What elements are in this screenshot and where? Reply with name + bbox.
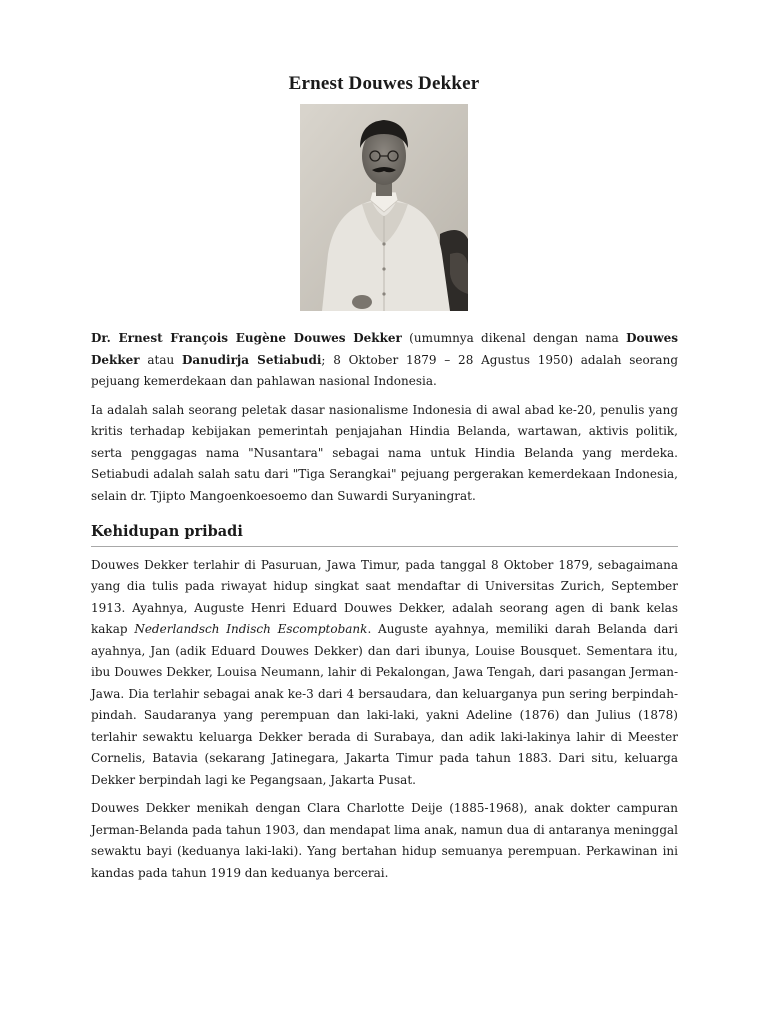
intro-paragraph bbox=[91, 328, 678, 393]
paragraph-2: Ia adalah salah seorang peletak dasar nasionalisme Indonesia di awal abad ke-20, penulis yang kritis terhadap kebijakan pemerintah penjajahan Hindia Belanda, wartawan, aktivis politik, serta penggagas nama "Nusantara" sebagai nama untuk Hindia Belanda yang merdeka. Setiabudi adalah salah satu dari "Tiga Serangkai" pejuang pergerakan kemerdekaan Indonesia, selain dr. Tjipto Mangoenkoesoemo dan Suwardi Suryaningrat. bbox=[91, 402, 678, 503]
bank-name: Nederlandsch Indisch Escomptobank bbox=[134, 622, 368, 636]
alias-2: Danudirja Setiabudi bbox=[182, 352, 322, 367]
para3-text-2: . Auguste ayahnya, memiliki darah Belanda dari ayahnya, Jan (adik Eduard Douwes Dekker) dan dari ibunya, Louise Bousquet. Sementara itu, ibu Douwes Dekker, Louisa Neumann, lahir di Pekalongan, Jawa Tengah, dari pasangan Jerman-Jawa. Dia terlahir sebagai anak ke-3 dari 4 bersaudara, dan keluarganya pun sering berpindah-pindah. Saudaranya yang perempuan dan laki-laki, yakni Adeline (1876) dan Julius (1878) terlahir sewaktu keluarga Dekker berada di Surabaya, dan adik laki-lakinya lahir di Meester Cornelis, Batavia (sekarang Jatinegara, Jakarta Timur pada tahun 1883. Dari situ, keluarga Dekker berpindah lagi ke Pegangsaan, Jakarta Pusat. bbox=[91, 622, 678, 787]
intro-text-1: (umumnya dikenal dengan nama bbox=[401, 331, 627, 345]
intro-text-3: ; 8 Oktober 1879 – 28 Agustus 1950) adalah seorang pejuang kemerdekaan dan pahlawan nasional Indonesia. bbox=[91, 352, 678, 388]
alias-1: Douwes Dekker bbox=[91, 331, 678, 367]
section-heading: Kehidupan pribadi bbox=[91, 521, 678, 547]
full-name: Dr. Ernest François Eugène Douwes Dekker bbox=[91, 331, 402, 345]
article-body bbox=[91, 328, 678, 891]
portrait-photo bbox=[300, 104, 468, 311]
intro-text-2: atau bbox=[139, 352, 183, 367]
paragraph-3 bbox=[91, 555, 678, 792]
page-title: Ernest Douwes Dekker bbox=[288, 73, 480, 94]
paragraph-4: Douwes Dekker menikah dengan Clara Charlotte Deije (1885-1968), anak dokter campuran Jerman-Belanda pada tahun 1903, dan mendapat lima anak, namun dua di antaranya meninggal sewaktu bayi (keduanya laki-laki). Yang bertahan hidup semuanya perempuan. Perkawinan ini kandas pada tahun 1919 dan keduanya bercerai. bbox=[91, 801, 678, 880]
para3-text-1: Douwes Dekker terlahir di Pasuruan, Jawa Timur, pada tanggal 8 Oktober 1879, sebagaimana yang dia tulis pada riwayat hidup singkat saat mendaftar di Universitas Zurich, September 1913. Ayahnya, Auguste Henri Eduard Douwes Dekker, adalah seorang agen di bank kelas kakap bbox=[91, 557, 678, 636]
